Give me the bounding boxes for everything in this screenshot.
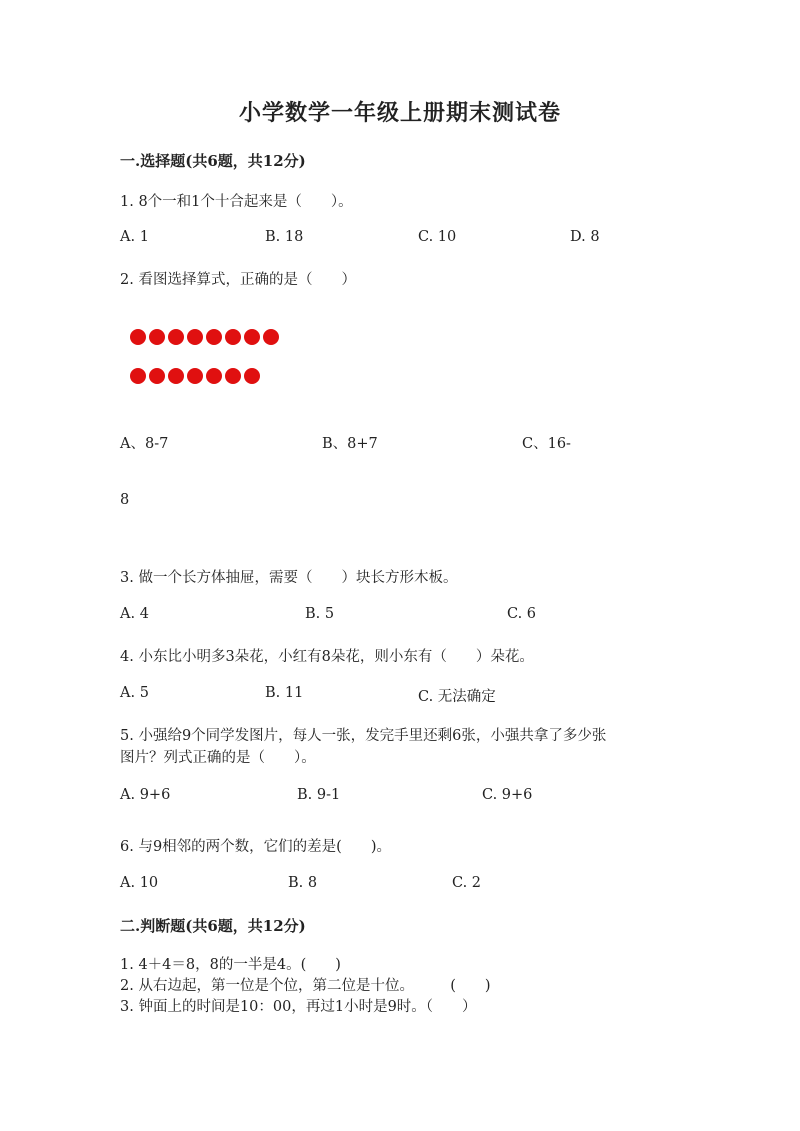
q5-option-c: C. 9+6 xyxy=(482,787,533,803)
question-5-line-1: 5. 小强给9个同学发图片，每人一张，发完手里还剩6张，小强共拿了多少张 xyxy=(120,728,607,744)
red-dot xyxy=(206,329,222,345)
q2-option-c: C、16- xyxy=(522,436,571,452)
red-dot xyxy=(244,329,260,345)
judge-item-2: 2. 从右边起，第一位是个位，第二位是十位。 ( ) xyxy=(120,978,491,994)
red-dot xyxy=(244,368,260,384)
red-dot xyxy=(130,329,146,345)
red-dot xyxy=(168,368,184,384)
red-dot xyxy=(168,329,184,345)
red-dot xyxy=(149,368,165,384)
question-4: 4. 小东比小明多3朵花，小红有8朵花，则小东有（ ）朵花。 xyxy=(120,649,534,665)
q3-option-b: B. 5 xyxy=(305,606,335,622)
red-dot xyxy=(206,368,222,384)
q4-option-a: A. 5 xyxy=(120,685,149,701)
q3-option-a: A. 4 xyxy=(120,606,149,622)
question-6: 6. 与9相邻的两个数，它们的差是( )。 xyxy=(120,839,391,855)
q1-option-c: C. 10 xyxy=(418,229,457,245)
red-dot xyxy=(149,329,165,345)
question-3: 3. 做一个长方体抽屉，需要（ ）块长方形木板。 xyxy=(120,570,458,586)
question-1: 1. 8个一和1个十合起来是（ ）。 xyxy=(120,194,353,210)
dot-row-2 xyxy=(130,368,260,384)
section-heading-judge: 二.判断题(共6题，共12分) xyxy=(120,917,306,935)
q1-option-a: A. 1 xyxy=(120,229,149,245)
red-dot xyxy=(263,329,279,345)
q1-option-d: D. 8 xyxy=(570,229,600,245)
q4-option-c: C. 无法确定 xyxy=(418,689,496,705)
red-dot xyxy=(187,329,203,345)
q6-option-c: C. 2 xyxy=(452,875,482,891)
q2-option-b: B、8+7 xyxy=(322,436,378,452)
red-dot xyxy=(225,329,241,345)
q6-option-b: B. 8 xyxy=(288,875,318,891)
judge-item-3: 3. 钟面上的时间是10：00，再过1小时是9时。（ ） xyxy=(120,999,477,1015)
q3-option-c: C. 6 xyxy=(507,606,537,622)
section-heading-choice: 一.选择题(共6题，共12分) xyxy=(120,152,306,170)
page-title: 小学数学一年级上册期末测试卷 xyxy=(238,100,561,126)
judge-item-1: 1. 4＋4＝8，8的一半是4。( ) xyxy=(120,957,341,973)
dot-row-1 xyxy=(130,329,279,345)
red-dot xyxy=(187,368,203,384)
question-5-line-2: 图片？列式正确的是（ ）。 xyxy=(120,750,316,766)
red-dot xyxy=(225,368,241,384)
q5-option-a: A. 9+6 xyxy=(120,787,171,803)
q1-option-b: B. 18 xyxy=(265,229,304,245)
question-2: 2. 看图选择算式，正确的是（ ） xyxy=(120,272,356,288)
q4-option-b: B. 11 xyxy=(265,685,304,701)
red-dot xyxy=(130,368,146,384)
q2-option-c-wrap: 8 xyxy=(120,492,130,508)
q5-option-b: B. 9-1 xyxy=(297,787,341,803)
q2-option-a: A、8-7 xyxy=(120,436,169,452)
q6-option-a: A. 10 xyxy=(120,875,159,891)
